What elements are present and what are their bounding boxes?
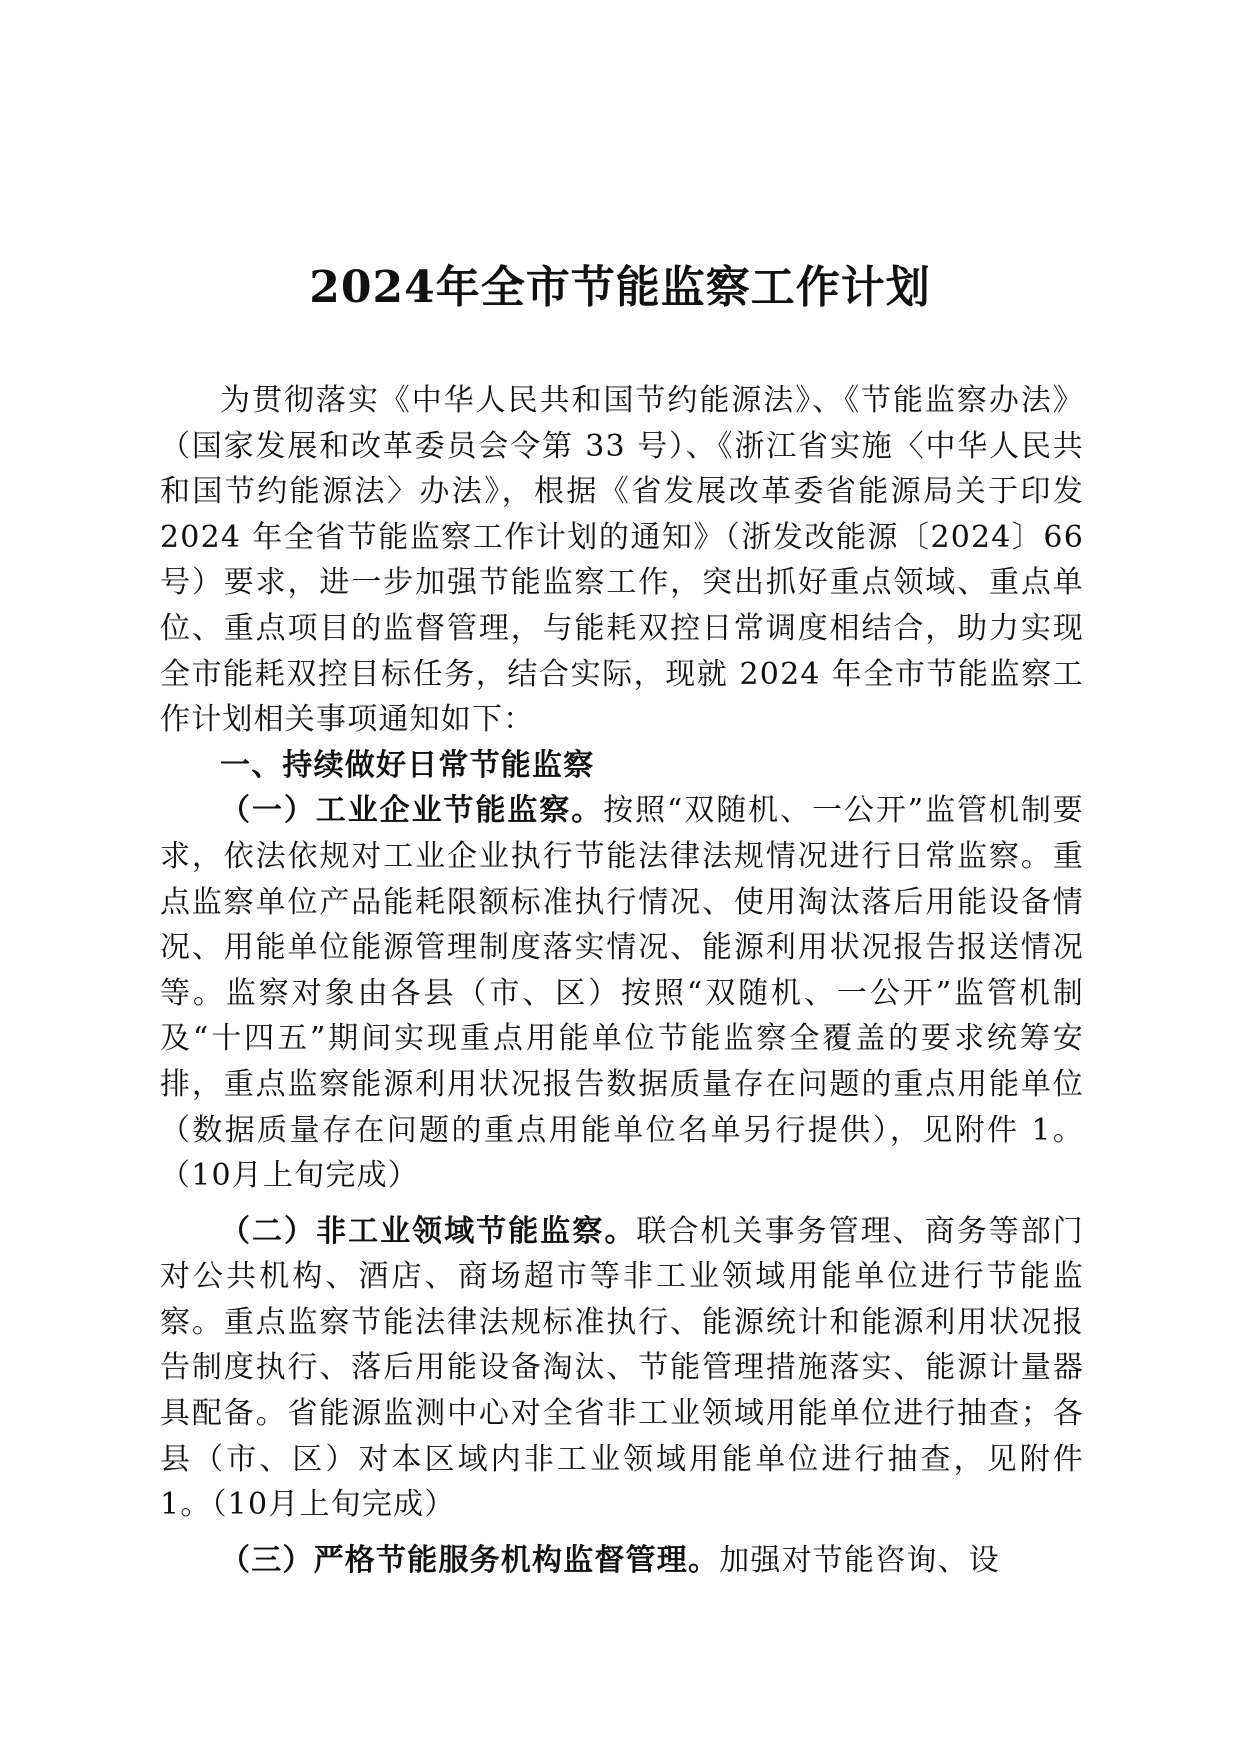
document-title: 2024年全市节能监察工作计划 <box>309 262 931 313</box>
item-lead-non-industrial: （二）非工业领域节能监察。 <box>220 1213 637 1249</box>
item-text-industrial: 按照“双随机、一公开”监管机制要求，依法依规对工业企业执行节能法律法规情况进行日常监察。重点监察单位产品能耗限额标准执行情况、使用淘汰落后用能设备情况、用能单位能源管理制度落实情况、能源利用状况报告报送情况等。监察对象由各县（市、区）按照“双随机、一公开”监管机制及“十四五”期间实现重点用能单位节能监察全覆盖的要求统筹安排，重点监察能源利用状况报告数据质量存在问题的重点用能单位（数据质量存在问题的重点用能单位名单另行提供），见附件 1。（10月上旬完成） <box>160 793 1085 1194</box>
section-item-non-industrial <box>160 1209 1084 1528</box>
intro-paragraph: 为贯彻落实《中华人民共和国节约能源法》、《节能监察办法》（国家发展和改革委员会令第 33 号）、《浙江省实施〈中华人民共和国节约能源法〉办法》，根据《省发展改革委省能源局关于印发 2024 年全省节能监察工作计划的通知》（浙发改能源〔2024〕66 号）要求，进一步加强节能监察工作，突出抓好重点领域、重点单位、重点项目的监督管理，与能耗双控日常调度相结合，助力实现全市能耗双控目标任务，结合实际，现就 2024 年全市节能监察工作计划相关事项通知如下： <box>160 383 1084 738</box>
item-text-non-industrial: 联合机关事务管理、商务等部门对公共机构、酒店、商场超市等非工业领域用能单位进行节能监察。重点监察节能法律法规标准执行、能源统计和能源利用状况报告制度执行、落后用能设备淘汰、节能管理措施落实、能源计量器具配备。省能源监测中心对全省非工业领域用能单位进行抽查；各县（市、区）对本区域内非工业领域用能单位进行抽查，见附件 1。（10月上旬完成） <box>160 1213 1084 1523</box>
section-item-industrial <box>160 788 1084 1198</box>
item-lead-service-agencies: （三）严格节能服务机构监督管理。 <box>220 1542 720 1578</box>
document-body <box>160 378 1084 1583</box>
item-lead-industrial: （一）工业企业节能监察。 <box>220 793 604 829</box>
section-item-service-agencies <box>160 1538 1084 1584</box>
item-text-service-agencies: 加强对节能咨询、设 <box>719 1542 1001 1578</box>
section-heading: 一、持续做好日常节能监察 <box>220 747 595 783</box>
